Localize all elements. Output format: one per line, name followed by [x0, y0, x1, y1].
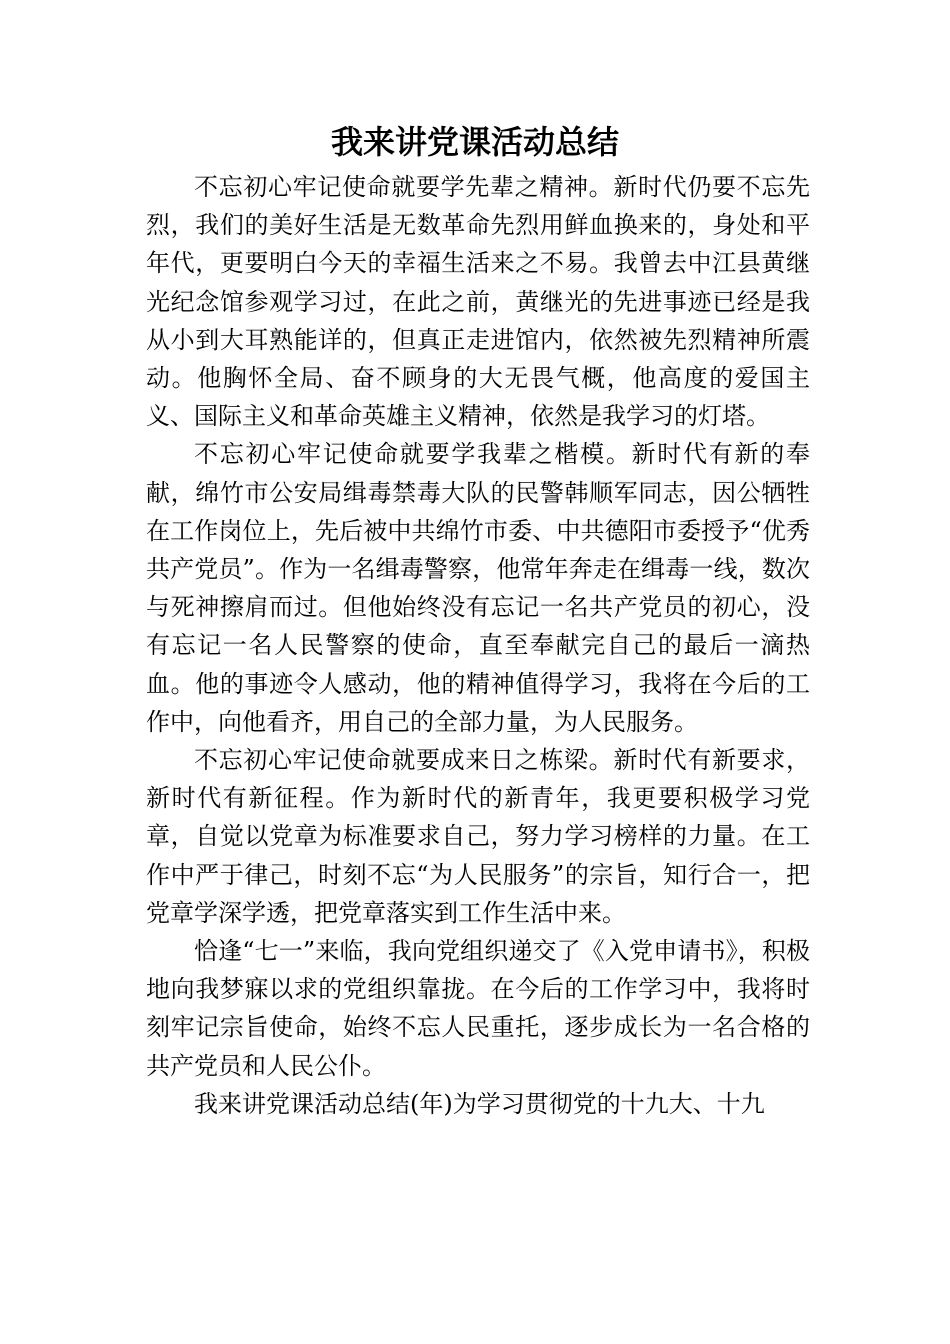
paragraph: 我来讲党课活动总结(年)为学习贯彻党的十九大、十九	[194, 1089, 765, 1118]
paragraph: 不忘初心牢记使命就要成来日之栋梁。新时代有新要求，新时代有新征程。作为新时代的新青年，我更要积极学习党章，自觉以党章为标准要求自己，努力学习榜样的力量。在工作中严于律己，时刻不忘“为人民服务”的宗旨，知行合一，把党章学深学透，把党章落实到工作生活中来。	[146, 746, 810, 927]
document-body	[146, 168, 810, 1123]
paragraph: 不忘初心牢记使命就要学我辈之楷模。新时代有新的奉献，绵竹市公安局缉毒禁毒大队的民警韩顺军同志，因公牺牲在工作岗位上，先后被中共绵竹市委、中共德阳市委授予“优秀共产党员”。作为一名缉毒警察，他常年奔走在缉毒一线，数次与死神擦肩而过。但他始终没有忘记一名共产党员的初心，没有忘记一名人民警察的使命，直至奉献完自己的最后一滴热血。他的事迹令人感动，他的精神值得学习，我将在今后的工作中，向他看齐，用自己的全部力量，为人民服务。	[146, 440, 810, 736]
paragraph: 恰逢“七一”来临，我向党组织递交了《入党申请书》，积极地向我梦寐以求的党组织靠拢。在今后的工作学习中，我将时刻牢记宗旨使命，始终不忘人民重托，逐步成长为一名合格的共产党员和人民公仆。	[146, 937, 810, 1080]
document-title: 我来讲党课活动总结	[330, 123, 619, 161]
paragraph: 不忘初心牢记使命就要学先辈之精神。新时代仍要不忘先烈，我们的美好生活是无数革命先烈用鲜血换来的，身处和平年代，更要明白今天的幸福生活来之不易。我曾去中江县黄继光纪念馆参观学习过，在此之前，黄继光的先进事迹已经是我从小到大耳熟能详的，但真正走进馆内，依然被先烈精神所震动。他胸怀全局、奋不顾身的大无畏气概，他高度的爱国主义、国际主义和革命英雄主义精神，依然是我学习的灯塔。	[146, 173, 810, 431]
